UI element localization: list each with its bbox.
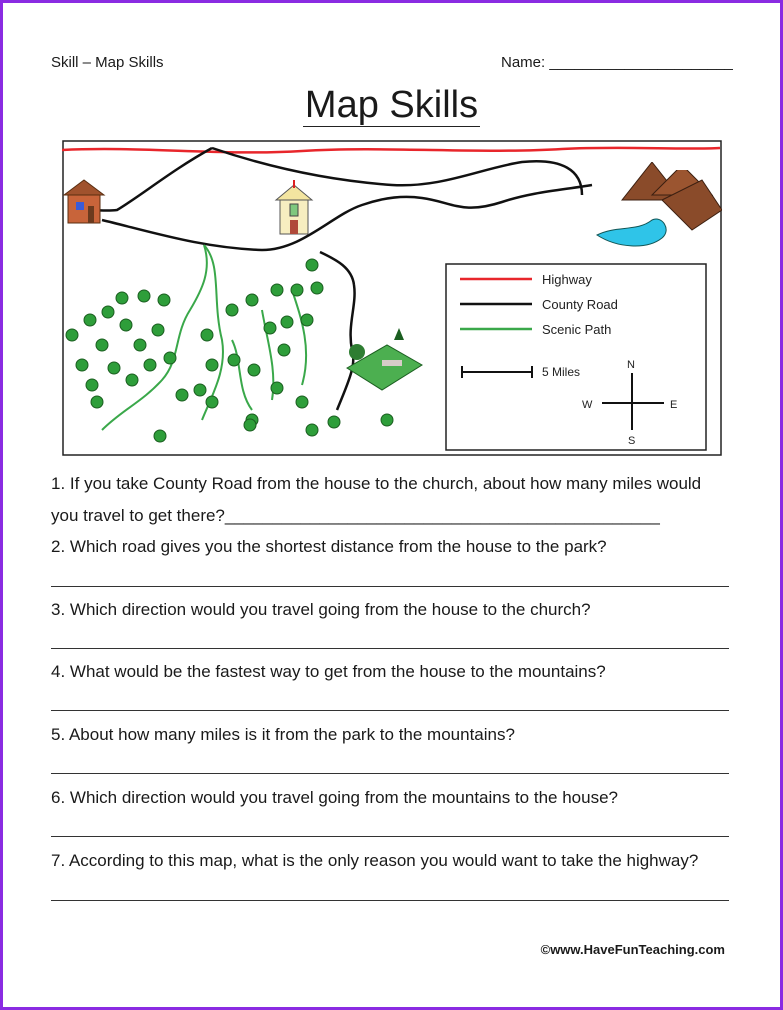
compass-west: W: [582, 399, 593, 411]
answer-line-4[interactable]: [51, 710, 729, 711]
question-5: 5. About how many miles is it from the park to the mountains?: [51, 725, 515, 744]
page-title-text: Map Skills: [304, 84, 479, 126]
compass-east: E: [670, 399, 678, 411]
answer-line-2[interactable]: [51, 586, 729, 587]
copyright-footer: ©www.HaveFunTeaching.com: [540, 942, 725, 957]
question-7: 7. According to this map, what is the only reason you would want to take the highway?: [51, 851, 699, 870]
scale-label: 5 Miles: [542, 365, 581, 379]
question-1-line-1: 1. If you take County Road from the house to the church, about how many miles would: [51, 474, 702, 493]
question-6: 6. Which direction would you travel going from the mountains to the house?: [51, 788, 618, 807]
question-4: 4. What would be the fastest way to get from the house to the mountains?: [51, 662, 606, 681]
answer-line-6[interactable]: [51, 836, 729, 837]
map-legend: [446, 264, 706, 450]
legend-scenic-path-label: Scenic Path: [542, 322, 612, 337]
question-3: 3. Which direction would you travel going from the house to the church?: [51, 600, 591, 619]
question-2: 2. Which road gives you the shortest distance from the house to the park?: [51, 537, 607, 556]
map-illustration: [62, 140, 722, 456]
page-title: [0, 84, 783, 127]
compass-north: N: [627, 359, 635, 371]
answer-line-3[interactable]: [51, 648, 729, 649]
answer-line-7[interactable]: [51, 900, 729, 901]
legend-county-road-label: County Road: [542, 297, 618, 312]
answer-line-5[interactable]: [51, 773, 729, 774]
skill-label: Skill – Map Skills: [51, 54, 164, 71]
compass-south: S: [628, 435, 636, 447]
legend-highway-label: Highway: [542, 272, 592, 287]
name-field-label: Name: ______________________: [501, 54, 733, 71]
question-1-line-2: you travel to get there?______________________________________________: [51, 506, 660, 525]
